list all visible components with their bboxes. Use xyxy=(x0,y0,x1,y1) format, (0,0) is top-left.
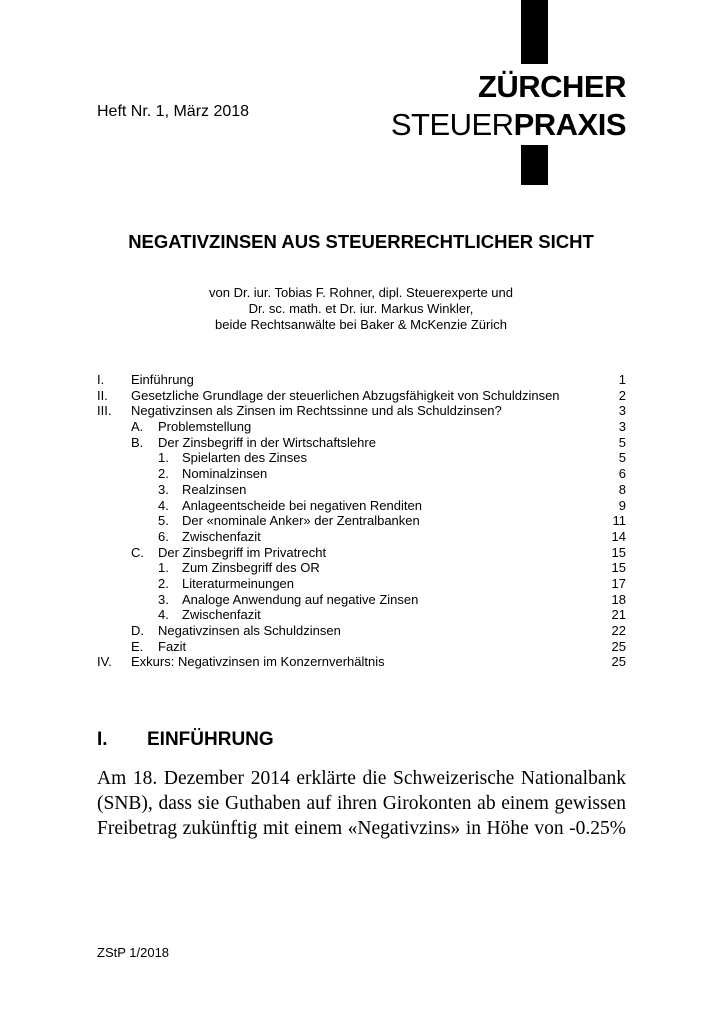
toc-text: Anlageentscheide bei negativen Renditen xyxy=(182,497,422,513)
toc-entry[interactable] xyxy=(97,560,626,576)
toc-text: Negativzinsen als Schuldzinsen xyxy=(158,623,341,638)
toc-page: 15 xyxy=(611,560,626,576)
toc-page: 14 xyxy=(611,528,626,544)
toc-text: Negativzinsen als Zinsen im Rechtssinne und als Schuldzinsen? xyxy=(131,403,502,419)
logo-praxis-text: PRAXIS xyxy=(513,107,626,142)
toc-entry[interactable] xyxy=(97,403,626,419)
article-title: NEGATIVZINSEN AUS STEUERRECHTLICHER SICHT xyxy=(128,231,594,252)
issue-label: Heft Nr. 1, März 2018 xyxy=(97,103,250,120)
toc-number: 4. xyxy=(158,607,169,623)
toc-number: 3. xyxy=(158,591,169,607)
body-paragraph xyxy=(97,766,626,841)
logo-bar-bottom xyxy=(521,145,548,185)
toc-entry[interactable] xyxy=(97,388,626,404)
toc-entry[interactable] xyxy=(97,529,626,545)
toc-text: Spielarten des Zinses xyxy=(182,450,308,466)
toc-text: Literaturmeinungen xyxy=(182,575,295,591)
toc-number: 1. xyxy=(158,450,169,466)
toc-page: 3 xyxy=(618,403,626,419)
toc-entry[interactable] xyxy=(97,498,626,514)
toc-entry[interactable] xyxy=(97,482,626,498)
toc-number: 6. xyxy=(158,528,169,544)
toc-text: Problemstellung xyxy=(158,419,252,435)
toc-number: II. xyxy=(97,387,108,403)
toc-number: 2. xyxy=(158,575,169,591)
toc-entry[interactable] xyxy=(97,435,626,451)
toc-text: Zwischenfazit xyxy=(182,607,261,623)
toc-page: 6 xyxy=(618,466,626,482)
toc-number: 3. xyxy=(158,481,169,497)
toc-number: 4. xyxy=(158,497,169,513)
toc-number: A. xyxy=(131,419,144,435)
toc-number: I. xyxy=(97,372,105,387)
toc-entry[interactable] xyxy=(97,545,626,561)
toc-text: Zum Zinsbegriff des OR xyxy=(182,560,320,576)
toc-number: D. xyxy=(131,623,144,638)
table-of-contents xyxy=(97,372,626,670)
toc-text: Der Zinsbegriff in der Wirtschaftslehre xyxy=(158,434,376,450)
author-block xyxy=(0,285,722,333)
body-line: Freibetrag zukünftig mit einem «Negativzins» in Höhe von -0.25% xyxy=(97,818,626,839)
toc-entry[interactable] xyxy=(97,450,626,466)
toc-text: Analoge Anwendung auf negative Zinsen xyxy=(182,591,419,607)
toc-entry[interactable] xyxy=(97,513,626,529)
toc-number: C. xyxy=(131,544,144,560)
toc-number: 5. xyxy=(158,513,169,529)
toc-text: Zwischenfazit xyxy=(182,528,261,544)
logo-steuer-text: STEUER xyxy=(390,107,514,142)
toc-page: 1 xyxy=(618,372,626,387)
toc-text: Der Zinsbegriff im Privatrecht xyxy=(158,544,327,560)
toc-text: Nominalzinsen xyxy=(182,466,268,482)
page-footer: ZStP 1/2018 xyxy=(97,945,170,960)
toc-number: IV. xyxy=(97,654,112,670)
toc-text: Der «nominale Anker» der Zentralbanken xyxy=(182,513,420,529)
toc-entry[interactable] xyxy=(97,576,626,592)
toc-page: 9 xyxy=(618,497,626,513)
body-line: Am 18. Dezember 2014 erklärte die Schweizerische Nationalbank xyxy=(97,768,626,789)
toc-page: 17 xyxy=(611,575,626,591)
section-title: EINFÜHRUNG xyxy=(147,729,274,750)
author-line: Dr. sc. math. et Dr. iur. Markus Winkler, xyxy=(248,301,474,316)
toc-page: 2 xyxy=(618,387,626,403)
toc-entry[interactable] xyxy=(97,592,626,608)
toc-number: 1. xyxy=(158,560,169,576)
toc-page: 21 xyxy=(611,607,626,623)
toc-page: 3 xyxy=(618,419,626,435)
toc-number: B. xyxy=(131,434,144,450)
toc-entry[interactable] xyxy=(97,419,626,435)
toc-number: E. xyxy=(131,638,144,654)
toc-entry[interactable] xyxy=(97,639,626,655)
toc-page: 18 xyxy=(611,591,626,607)
toc-entry[interactable] xyxy=(97,654,626,670)
logo-title-zuercher: ZÜRCHER xyxy=(477,69,626,104)
toc-text: Einführung xyxy=(131,372,194,387)
logo-title-steuerpraxis xyxy=(391,106,626,144)
section-number: I. xyxy=(97,729,108,750)
toc-page: 25 xyxy=(611,638,626,654)
toc-page: 22 xyxy=(611,623,626,638)
toc-entry[interactable] xyxy=(97,372,626,388)
toc-text: Gesetzliche Grundlage der steuerlichen Abzugsfähigkeit von Schuldzinsen xyxy=(131,387,560,403)
toc-page: 11 xyxy=(612,513,626,529)
section-heading xyxy=(97,727,274,753)
toc-entry[interactable] xyxy=(97,607,626,623)
toc-number: III. xyxy=(97,403,112,419)
logo-bar-top xyxy=(521,0,548,64)
toc-page: 5 xyxy=(618,434,626,450)
author-line: beide Rechtsanwälte bei Baker & McKenzie Zürich xyxy=(215,317,507,332)
toc-entry[interactable] xyxy=(97,466,626,482)
toc-entry[interactable] xyxy=(97,623,626,639)
toc-text: Fazit xyxy=(158,638,187,654)
toc-text: Realzinsen xyxy=(182,481,247,497)
toc-page: 5 xyxy=(618,450,626,466)
body-line: (SNB), dass sie Guthaben auf ihren Girokonten ab einem gewissen xyxy=(97,793,626,814)
toc-page: 25 xyxy=(611,654,626,670)
toc-number: 2. xyxy=(158,466,169,482)
toc-page: 15 xyxy=(611,544,626,560)
toc-page: 8 xyxy=(618,481,626,497)
toc-text: Exkurs: Negativzinsen im Konzernverhältnis xyxy=(131,654,385,670)
author-line: von Dr. iur. Tobias F. Rohner, dipl. Steuerexperte und xyxy=(209,285,513,300)
